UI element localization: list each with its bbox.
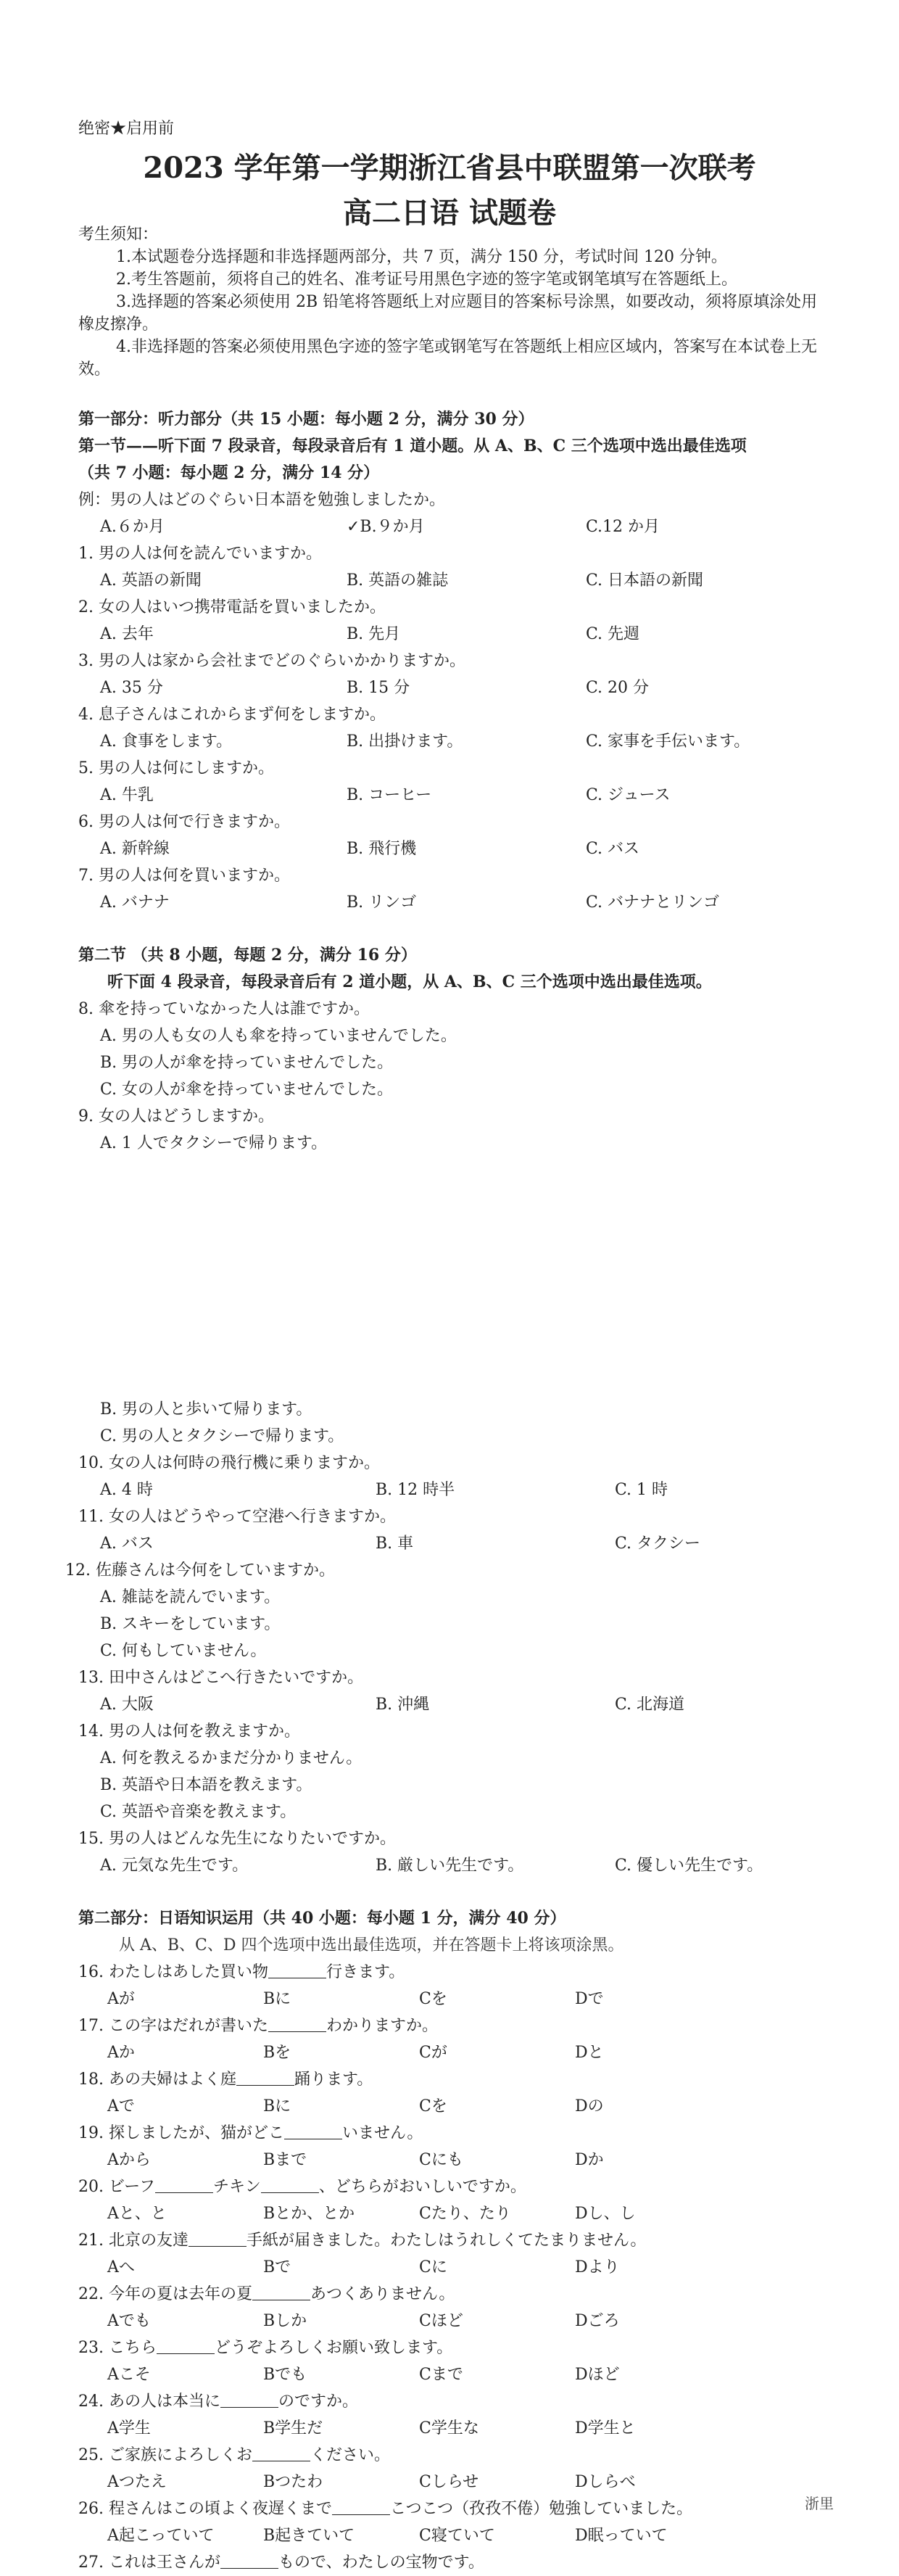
option: C. 北海道 (615, 1696, 685, 1714)
option: Dより (575, 2258, 620, 2276)
option: A. 牛乳 (100, 786, 154, 804)
answer-blank (268, 1962, 326, 1978)
question-15-options (78, 1852, 832, 1879)
option: Dしらべ (575, 2473, 636, 2491)
option: C. 先週 (586, 625, 640, 643)
question-8: 8. 傘を持っていなかった人は誰ですか。 (78, 1000, 370, 1018)
answer-blank (252, 2284, 310, 2300)
question-11-options (78, 1530, 832, 1557)
question-text: どうぞよろしくお願い致します。 (215, 2339, 453, 2357)
option: D眠っていて (575, 2527, 668, 2545)
option: D学生と (575, 2419, 636, 2437)
question-25 (78, 2442, 832, 2469)
question-4-options (78, 728, 832, 755)
option: A. 去年 (100, 625, 154, 643)
question-2-options (78, 621, 832, 648)
secret-label: 绝密★启用前 (78, 120, 175, 138)
question-text: あの夫婦はよく庭 (109, 2071, 237, 2089)
question-number: 19. (78, 2124, 104, 2142)
question-number: 22. (78, 2285, 104, 2303)
question-26 (78, 2496, 832, 2522)
question-text: ください。 (310, 2446, 391, 2464)
example-options (78, 513, 832, 540)
option: Aつたえ (107, 2473, 167, 2491)
option: Dほど (575, 2366, 620, 2384)
question-text: あの人は本当に (109, 2393, 221, 2411)
question-23 (78, 2334, 832, 2361)
question-6-options (78, 835, 832, 862)
question-5-options (78, 782, 832, 809)
question-2: 2. 女の人はいつ携帯電話を買いましたか。 (78, 598, 386, 616)
option: C. 男の人とタクシーで帰ります。 (100, 1427, 344, 1445)
question-text: 北京の友達 (109, 2232, 189, 2250)
question-20-options (78, 2200, 832, 2227)
question-20 (78, 2174, 832, 2200)
question-text: 、どちらがおいしいですか。 (318, 2178, 526, 2196)
question-23-options (78, 2361, 832, 2388)
question-21 (78, 2227, 832, 2254)
question-10: 10. 女の人は何時の飛行機に乗りますか。 (78, 1454, 380, 1472)
option: Aこそ (107, 2366, 151, 2384)
option: Cに (419, 2258, 447, 2276)
question-text: いません。 (342, 2124, 423, 2142)
question-number: 27. (78, 2554, 104, 2572)
option: C.12 か月 (586, 518, 660, 536)
question-16-options (78, 1986, 832, 2012)
question-3-options (78, 674, 832, 701)
question-text: 手紙が届きました。わたしはうれしくてたまりません。 (246, 2232, 647, 2250)
question-text: こちら (109, 2339, 157, 2357)
option: ✓B.９か月 (347, 518, 425, 536)
question-24-options (78, 2415, 832, 2442)
question-text: 行きます。 (326, 1963, 405, 1981)
option: Aでも (107, 2312, 151, 2330)
question-13: 13. 田中さんはどこへ行きたいですか。 (78, 1669, 364, 1687)
option: B. 沖縄 (376, 1696, 430, 1714)
question-number: 18. (78, 2071, 104, 2089)
question-6: 6. 男の人は何で行きますか。 (78, 813, 290, 831)
option: Bとか、とか (263, 2205, 355, 2223)
option: A. 1 人でタクシーで帰ります。 (100, 1134, 328, 1152)
part1-section1-heading: 第一节——听下面 7 段录音，每段录音后有 1 道小题。从 A、B、C 三个选项中选出最佳选项 (78, 437, 747, 455)
option: A. 男の人も女の人も傘を持っていませんでした。 (100, 1027, 457, 1045)
question-17-options (78, 2039, 832, 2066)
option: C. バナナとリンゴ (586, 893, 720, 912)
option: Aから (107, 2151, 151, 2169)
question-number: 26. (78, 2500, 104, 2518)
question-1: 1. 男の人は何を読んでいますか。 (78, 545, 322, 563)
question-text: わかりますか。 (326, 2017, 439, 2035)
option: Cしらせ (419, 2473, 479, 2491)
blank-area (78, 1157, 832, 1396)
part2-instruction: 从 A、B、C、D 四个选项中选出最佳选项，并在答题卡上将该项涂黑。 (119, 1936, 624, 1954)
option: C. 日本語の新聞 (586, 571, 704, 590)
option: Bつたわ (263, 2473, 323, 2491)
option: A.６か月 (100, 518, 165, 536)
option: C学生な (419, 2419, 479, 2437)
question-12: 12. 佐藤さんは今何をしていますか。 (65, 1561, 335, 1580)
question-3: 3. 男の人は家から会社までどのぐらいかかりますか。 (78, 652, 465, 670)
option: A. 英語の新聞 (100, 571, 202, 590)
question-27 (78, 2549, 832, 2576)
question-24 (78, 2388, 832, 2415)
question-4: 4. 息子さんはこれからまず何をしますか。 (78, 706, 386, 724)
example-question: 例：男の人はどのぐらい日本語を勉強しましたか。 (78, 491, 446, 509)
question-16 (78, 1959, 832, 1986)
option: C. 英語や音楽を教えます。 (100, 1803, 297, 1821)
option: C. 女の人が傘を持っていませんでした。 (100, 1081, 394, 1099)
exam-title: 2023 学年第一学期浙江省县中联盟第一次联考 (143, 151, 756, 185)
option: Aへ (107, 2258, 135, 2276)
option: C. 20 分 (586, 679, 650, 697)
option: Cが (419, 2044, 447, 2062)
question-text: ビーフ (109, 2178, 156, 2196)
question-text: のですか。 (278, 2393, 359, 2411)
option: C. 家事を手伝います。 (586, 732, 750, 751)
option: B. 車 (376, 1535, 414, 1553)
option: B. 飛行機 (347, 840, 417, 858)
answer-blank (188, 2230, 246, 2247)
exam-notes (78, 223, 825, 381)
question-number: 25. (78, 2446, 104, 2464)
answer-blank (332, 2498, 390, 2515)
question-25-options (78, 2469, 832, 2496)
question-text: 探しましたが、猫がどこ (109, 2124, 285, 2142)
question-7: 7. 男の人は何を買いますか。 (78, 867, 290, 885)
question-text: チキン (213, 2178, 261, 2196)
question-number: 20. (78, 2178, 104, 2196)
option: Cにも (419, 2151, 463, 2169)
option: A. バナナ (100, 893, 170, 912)
question-13-options (78, 1691, 832, 1718)
option: A. 35 分 (100, 679, 163, 697)
option: C. 1 時 (615, 1481, 668, 1499)
answer-blank (157, 2337, 215, 2354)
option: Dと (575, 2044, 604, 2062)
option: B. 男の人と歩いて帰ります。 (100, 1400, 312, 1419)
option: A. バス (100, 1535, 154, 1553)
answer-blank (252, 2445, 310, 2461)
question-17 (78, 2012, 832, 2039)
option: B. リンゴ (347, 893, 417, 912)
option: B. 先月 (347, 625, 401, 643)
question-10-options (78, 1477, 832, 1503)
option: B. 英語の雑誌 (347, 571, 449, 590)
option: Cを (419, 2097, 447, 2115)
question-19 (78, 2120, 832, 2147)
question-text: 今年の夏は去年の夏 (109, 2285, 253, 2303)
answer-blank (261, 2176, 319, 2193)
question-19-options (78, 2147, 832, 2174)
option: B. 15 分 (347, 679, 410, 697)
question-text: この字はだれが書いた (109, 2017, 269, 2035)
question-text: これは王さんが (109, 2554, 221, 2572)
option: C. 優しい先生です。 (615, 1857, 763, 1875)
option: Cを (419, 1990, 447, 2008)
spacer (78, 1879, 832, 1905)
notes-heading: 考生须知： (78, 226, 159, 244)
question-15: 15. 男の人はどんな先生になりたいですか。 (78, 1830, 396, 1848)
option: Bに (263, 1990, 291, 2008)
note-item: 4.非选择题的答案必须使用黑色字迹的签字笔或钢笔写在答题纸上相应区域内，答案写在本试卷上无效。 (78, 338, 817, 379)
option: C寝ていて (419, 2527, 495, 2545)
question-18-options (78, 2093, 832, 2120)
option: A起こっていて (107, 2527, 215, 2545)
question-21-options (78, 2254, 832, 2281)
option: Aか (107, 2044, 135, 2062)
footer-mark: 浙里 (805, 2495, 834, 2512)
option: B. 男の人が傘を持っていませんでした。 (100, 1054, 394, 1072)
part1-section2-instruction: 听下面 4 段录音，每段录音后有 2 道小题，从 A、B、C 三个选项中选出最佳选项。 (107, 973, 712, 991)
option: Dの (575, 2097, 604, 2115)
answer-blank (268, 2015, 326, 2032)
question-22 (78, 2281, 832, 2308)
option: A. 何を教えるかまだ分かりません。 (100, 1749, 362, 1767)
option: Bまで (263, 2151, 307, 2169)
part2-questions (78, 1959, 832, 2576)
option: B学生だ (263, 2419, 323, 2437)
option: A. 元気な先生です。 (100, 1857, 249, 1875)
option: Cまで (419, 2366, 463, 2384)
option: B. 英語や日本語を教えます。 (100, 1776, 312, 1794)
question-text: あつくありません。 (310, 2285, 455, 2303)
note-item: 1.本试题卷分选择题和非选择题两部分，共 7 页，满分 150 分，考试时间 120 分钟。 (116, 248, 727, 266)
option: B. スキーをしています。 (100, 1615, 281, 1633)
option: A. 雑誌を読んでいます。 (100, 1588, 281, 1606)
option: Dし、し (575, 2205, 636, 2223)
question-text: こつこつ（孜孜不倦）勉強していました。 (390, 2500, 693, 2518)
exam-subtitle: 高二日语 试题卷 (343, 196, 556, 230)
part1-section1-sub: （共 7 小题：每小题 2 分，满分 14 分） (78, 463, 380, 482)
question-14: 14. 男の人は何を教えますか。 (78, 1722, 300, 1741)
part1-heading: 第一部分：听力部分（共 15 小题：每小题 2 分，满分 30 分） (78, 410, 534, 429)
option: C. タクシー (615, 1535, 701, 1553)
option: Bを (263, 2044, 291, 2062)
question-text: わたしはあした買い物 (109, 1963, 269, 1981)
option: Cほど (419, 2312, 463, 2330)
option: A. 大阪 (100, 1696, 154, 1714)
question-text: 程さんはこの頃よく夜遅くまで (109, 2500, 333, 2518)
question-26-options (78, 2522, 832, 2549)
option: A. 新幹線 (100, 840, 170, 858)
option: Aと、と (107, 2205, 167, 2223)
exam-content (65, 406, 832, 2576)
answer-blank (220, 2552, 278, 2569)
option: Cたり、たり (419, 2205, 511, 2223)
answer-blank (155, 2176, 213, 2193)
question-9: 9. 女の人はどうしますか。 (78, 1107, 274, 1126)
option: Bでも (263, 2366, 307, 2384)
option: B. 12 時半 (376, 1481, 455, 1499)
option: B起きていて (263, 2527, 355, 2545)
question-1-options (78, 567, 832, 594)
option: Aで (107, 2097, 135, 2115)
question-text: 踊ります。 (294, 2071, 373, 2089)
question-5: 5. 男の人は何にしますか。 (78, 759, 274, 777)
option: B. コーヒー (347, 786, 432, 804)
question-11: 11. 女の人はどうやって空港へ行きますか。 (78, 1508, 396, 1526)
question-number: 16. (78, 1963, 104, 1981)
option: Bで (263, 2258, 291, 2276)
option: A. 食事をします。 (100, 732, 233, 751)
question-7-options (78, 889, 832, 916)
option: Bしか (263, 2312, 307, 2330)
question-text: ご家族によろしくお (109, 2446, 253, 2464)
question-text: もので、わたしの宝物です。 (278, 2554, 484, 2572)
answer-blank (284, 2123, 342, 2139)
option: C. ジュース (586, 786, 671, 804)
option: Aが (107, 1990, 135, 2008)
option: A. 4 時 (100, 1481, 153, 1499)
option: C. バス (586, 840, 640, 858)
option: Bに (263, 2097, 291, 2115)
option: B. 厳しい先生です。 (376, 1857, 524, 1875)
question-number: 21. (78, 2232, 104, 2250)
question-number: 24. (78, 2393, 104, 2411)
question-22-options (78, 2308, 832, 2334)
option: Dで (575, 1990, 604, 2008)
part2-heading: 第二部分：日语知识运用（共 40 小题：每小题 1 分，满分 40 分） (78, 1909, 566, 1928)
question-number: 23. (78, 2339, 104, 2357)
answer-blank (236, 2069, 294, 2086)
spacer (78, 916, 832, 942)
option: C. 何もしていません。 (100, 1642, 267, 1660)
note-item: 3.选择题的答案必须使用 2B 铅笔将答题纸上对应题目的答案标号涂黑，如要改动，须将原填涂处用橡皮擦净。 (78, 293, 818, 334)
question-number: 17. (78, 2017, 104, 2035)
answer-blank (220, 2391, 278, 2408)
option: A学生 (107, 2419, 151, 2437)
note-item: 2.考生答题前，须将自己的姓名、准考证号用黑色字迹的签字笔或钢笔填写在答题纸上。 (116, 271, 737, 289)
part1-section2-heading: 第二节 （共 8 小题，每题 2 分，满分 16 分） (78, 946, 417, 965)
option: Dごろ (575, 2312, 620, 2330)
question-18 (78, 2066, 832, 2093)
option: Dか (575, 2151, 604, 2169)
option: B. 出掛けます。 (347, 732, 463, 751)
